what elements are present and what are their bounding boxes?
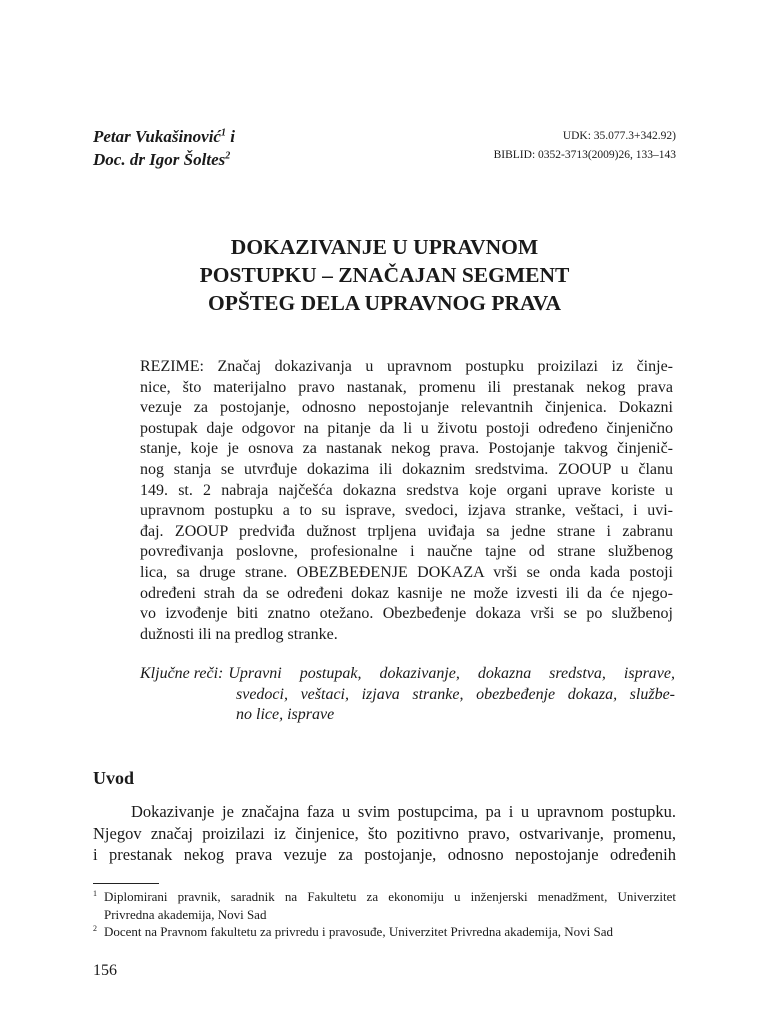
author-name-2: Doc. dr Igor Šoltes bbox=[93, 150, 226, 169]
keywords-first-row bbox=[140, 664, 675, 685]
footnote-number: 2 bbox=[93, 924, 97, 933]
abstract-line: đaj. ZOOUP predviđa dužnost trpljena uviđaja sa jedne strane i zabranu bbox=[140, 522, 673, 540]
abstract-line: vo izvođenje biti znatno otežano. Obezbeđenje dokaza vrši se po službenoj bbox=[140, 605, 673, 623]
abstract-line: dužnosti ili na predlog stranke. bbox=[140, 625, 338, 643]
keywords-label: Ključne reči: bbox=[140, 665, 224, 682]
abstract-line: vezuje za postojanje, odnosno nepostojanje relevantnih činjenica. Dokazni bbox=[140, 399, 673, 417]
title-line: POSTUPKU – ZNAČAJAN SEGMENT bbox=[199, 263, 570, 287]
abstract-line: stanje, koje je osnova za nastanak nekog prava. Postojanje takvog činjenič- bbox=[140, 440, 673, 458]
body-line: i prestanak nekog prava vezuje za postojanje, odnosno nepostojanje određenih bbox=[93, 845, 676, 864]
page-number: 156 bbox=[93, 962, 117, 979]
section-heading: Uvod bbox=[93, 768, 135, 788]
keywords-block bbox=[140, 664, 675, 726]
abstract-line: postupak daje odgovor na pitanje da li u životu postoji određeno činjenično bbox=[140, 419, 673, 437]
footnote-divider bbox=[93, 883, 159, 884]
abstract-line: određeni strah da se određeni dokaz kasnije ne može izvesti ili da će njego- bbox=[140, 584, 673, 602]
abstract-line: nog stanja se utvrđuje dokazima ili dokaznim sredstvima. ZOOUP u članu bbox=[140, 460, 673, 478]
paper-title bbox=[93, 233, 676, 317]
keywords-line: no lice, isprave bbox=[236, 706, 335, 724]
footnote-mark-2: 2 bbox=[225, 150, 231, 162]
footnote-mark-1: 1 bbox=[220, 127, 226, 139]
footnote-line: Diplomirani pravnik, saradnik na Fakultetu za ekonomiju u inženjerski menadžment, Univerzitet bbox=[104, 889, 676, 904]
abstract-line: povređivanja poslovne, profesionalne i naučne tajne od strane službenog bbox=[140, 543, 673, 561]
footnote-number: 1 bbox=[93, 889, 97, 898]
keywords-line: Upravni postupak, dokazivanje, dokazna sredstva, isprave, bbox=[228, 665, 675, 682]
title-line: OPŠTEG DELA UPRAVNOG PRAVA bbox=[207, 291, 562, 315]
biblid-code: BIBLID: 0352-3713(2009)26, 133–143 bbox=[493, 149, 676, 161]
keywords-line: svedoci, veštaci, izjava stranke, obezbeđenje dokaza, službe- bbox=[236, 685, 675, 703]
author-block bbox=[93, 125, 235, 171]
udk-code: UDK: 35.077.3+342.92) bbox=[562, 130, 676, 142]
footnotes bbox=[93, 888, 676, 941]
footnote-line: Privredna akademija, Novi Sad bbox=[104, 906, 267, 922]
body-line: Dokazivanje je značajna faza u svim postupcima, pa i u upravnom postupku. bbox=[131, 802, 676, 821]
abstract-line: REZIME: Značaj dokazivanja u upravnom postupku proizilazi iz činje- bbox=[140, 358, 673, 375]
classification-block bbox=[494, 127, 676, 165]
abstract-line: nice, što materijalno pravo nastanak, promenu ili prestanak nekog prava bbox=[140, 378, 673, 396]
footnote-line: Docent na Pravnom fakultetu za privredu i pravosuđe, Univerzitet Privredna akademija, Novi Sad bbox=[104, 924, 614, 939]
author-line-1 bbox=[93, 125, 235, 148]
author-conjunction: i bbox=[225, 127, 235, 146]
abstract-line: lica, sa druge strane. OBEZBEĐENJE DOKAZA vrši se onda kada postoji bbox=[140, 563, 673, 581]
abstract-line: upravnom postupku a to su isprave, svedoci, izjava stranke, veštaci, i uvi- bbox=[140, 502, 673, 520]
author-name-1: Petar Vukašinović bbox=[93, 127, 221, 146]
abstract-line: 149. st. 2 nabraja najčešća dokazna sredstva koje organi uprave koriste u bbox=[140, 481, 673, 499]
body-line: Njegov značaj proizilazi iz činjenice, što pozitivno pravo, ostvarivanje, promenu, bbox=[93, 823, 676, 843]
footnote-1 bbox=[93, 888, 676, 923]
abstract bbox=[140, 357, 673, 645]
body-paragraph bbox=[93, 801, 676, 866]
title-line: DOKAZIVANJE U UPRAVNOM bbox=[230, 235, 539, 259]
footnote-2 bbox=[93, 923, 676, 941]
author-line-2 bbox=[93, 148, 235, 171]
